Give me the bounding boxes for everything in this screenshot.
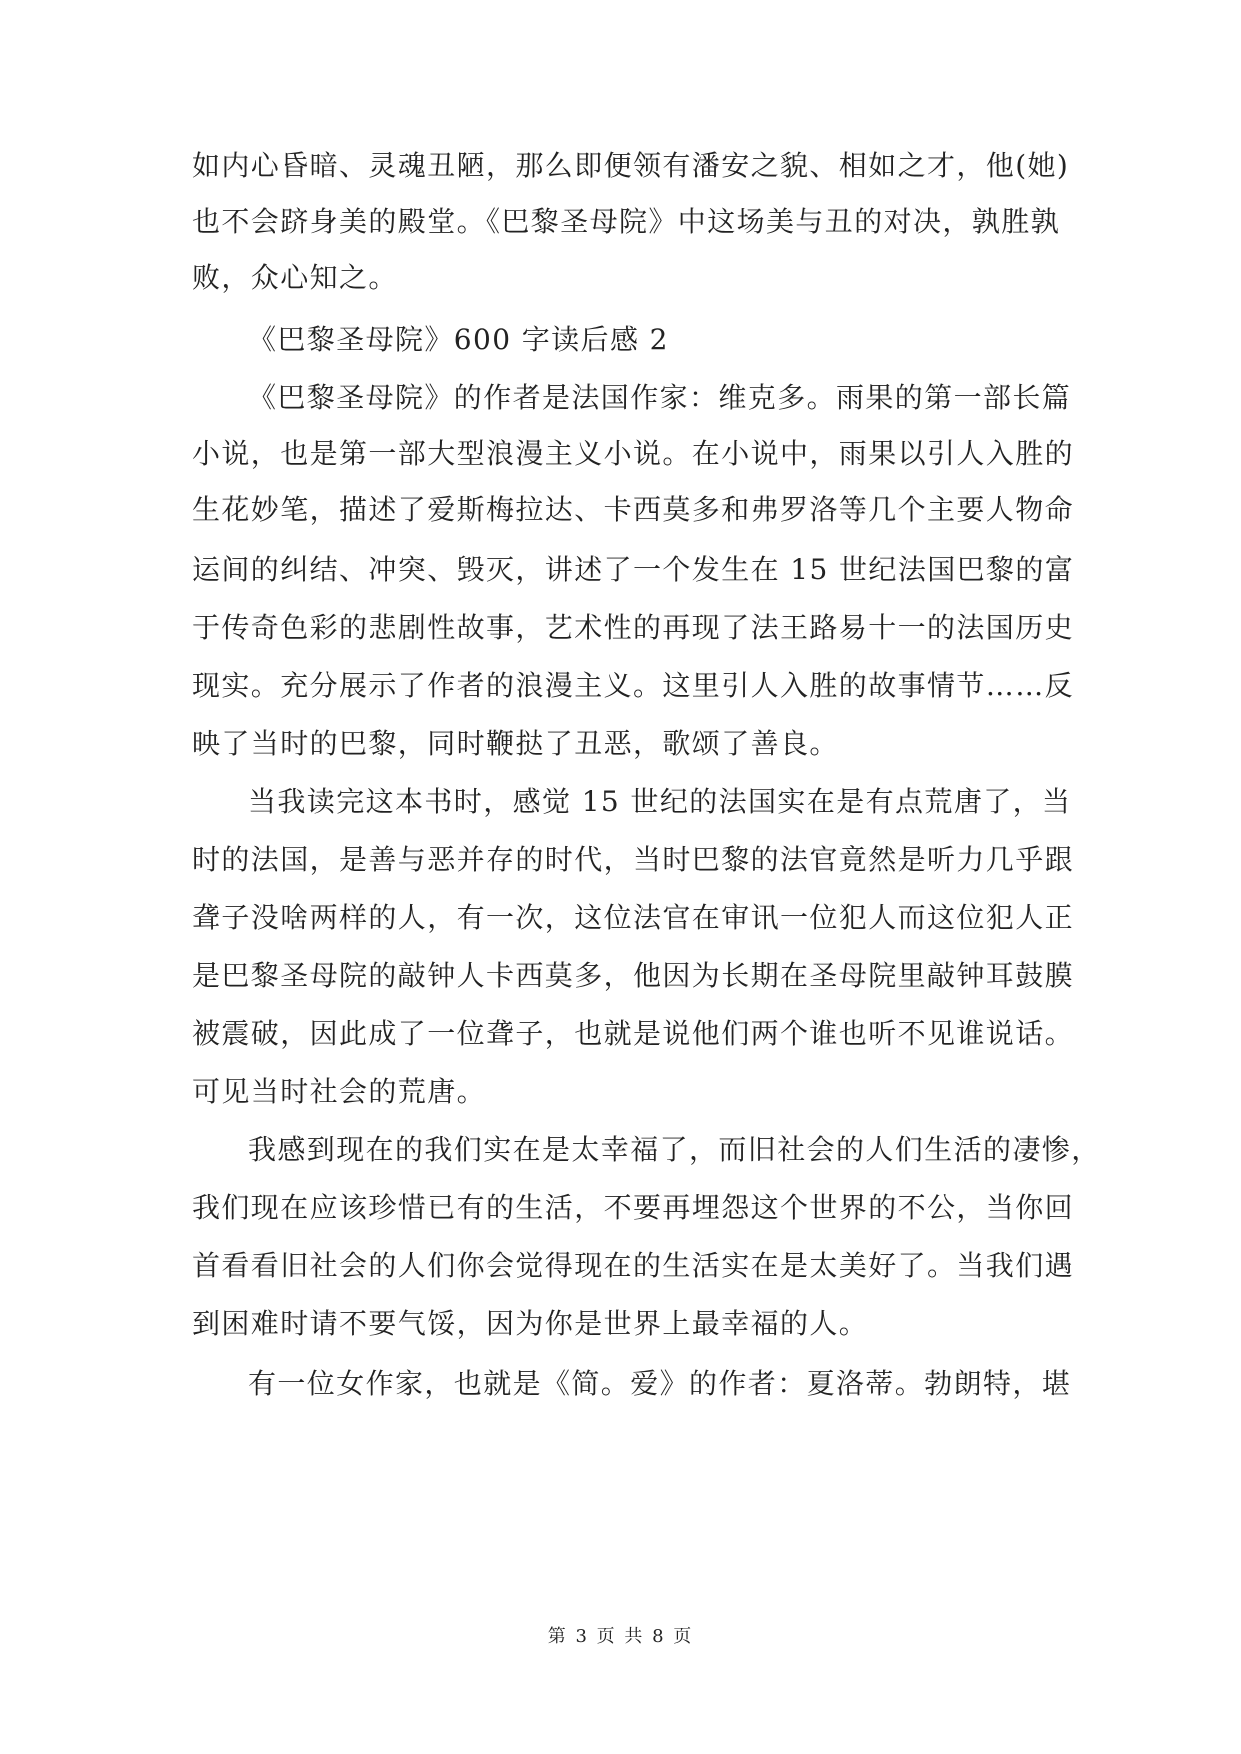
body-line: 于传奇色彩的悲剧性故事，艺术性的再现了法王路易十一的法国历史	[192, 611, 1075, 644]
body-line: 当我读完这本书时，感觉 15 世纪的法国实在是有点荒唐了，当	[248, 785, 1072, 818]
body-line: 到困难时请不要气馁，因为你是世界上最幸福的人。	[192, 1307, 869, 1340]
body-line: 如内心昏暗、灵魂丑陋，那么即便领有潘安之貌、相如之才，他(她)	[192, 149, 1070, 182]
body-line: 现实。充分展示了作者的浪漫主义。这里引人入胜的故事情节……反	[192, 669, 1075, 702]
body-line: 被震破，因此成了一位聋子，也就是说他们两个谁也听不见谁说话。	[192, 1017, 1075, 1050]
page-number-footer: 第 3 页 共 8 页	[547, 1626, 694, 1647]
body-line: 聋子没啥两样的人，有一次，这位法官在审讯一位犯人而这位犯人正	[192, 901, 1075, 934]
body-line: 《巴黎圣母院》的作者是法国作家：维克多。雨果的第一部长篇	[248, 381, 1072, 414]
body-line: 是巴黎圣母院的敲钟人卡西莫多，他因为长期在圣母院里敲钟耳鼓膜	[192, 959, 1075, 992]
body-line: 小说，也是第一部大型浪漫主义小说。在小说中，雨果以引人入胜的	[192, 437, 1075, 470]
body-line: 首看看旧社会的人们你会觉得现在的生活实在是太美好了。当我们遇	[192, 1249, 1075, 1282]
body-line: 有一位女作家，也就是《简。爱》的作者：夏洛蒂。勃朗特，堪	[248, 1367, 1072, 1400]
body-line: 时的法国，是善与恶并存的时代，当时巴黎的法官竟然是听力几乎跟	[192, 843, 1075, 876]
body-line: 败，众心知之。	[192, 261, 398, 294]
section-heading: 《巴黎圣母院》600 字读后感 2	[248, 323, 669, 356]
body-line: 生花妙笔，描述了爱斯梅拉达、卡西莫多和弗罗洛等几个主要人物命	[192, 493, 1075, 526]
body-line: 我感到现在的我们实在是太幸福了，而旧社会的人们生活的凄惨，	[248, 1133, 1101, 1166]
body-line: 也不会跻身美的殿堂。《巴黎圣母院》中这场美与丑的对决，孰胜孰	[192, 205, 1061, 238]
body-line: 可见当时社会的荒唐。	[192, 1075, 487, 1108]
body-line: 我们现在应该珍惜已有的生活，不要再埋怨这个世界的不公，当你回	[192, 1191, 1075, 1224]
body-line: 映了当时的巴黎，同时鞭挞了丑恶，歌颂了善良。	[192, 727, 839, 760]
body-line: 运间的纠结、冲突、毁灭，讲述了一个发生在 15 世纪法国巴黎的富	[192, 553, 1075, 586]
